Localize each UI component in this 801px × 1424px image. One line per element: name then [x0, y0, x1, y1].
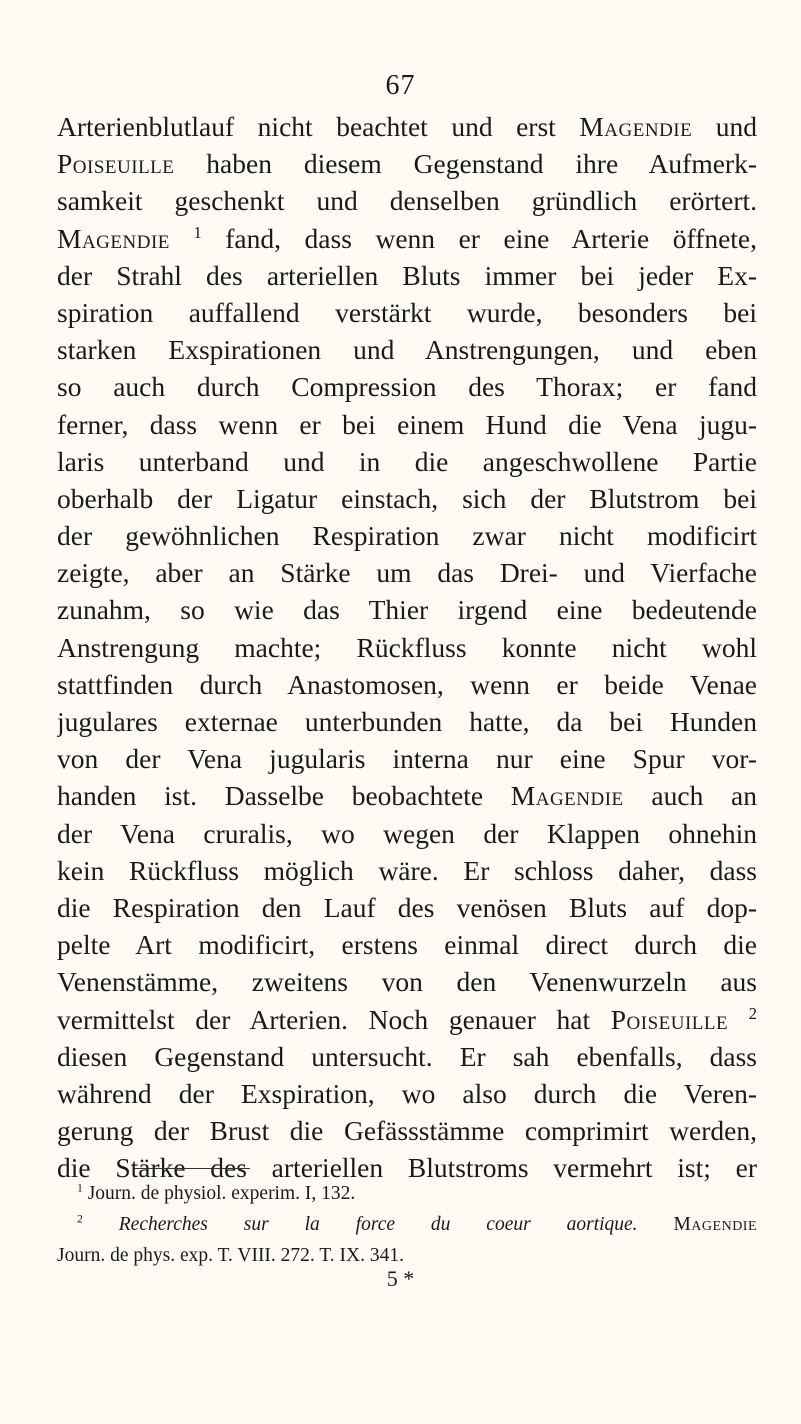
text-run: haben diesem Gegenstand ihre Aufmerk-: [174, 148, 757, 180]
footnote-marker: 1: [193, 222, 202, 242]
text-line: [57, 926, 757, 963]
text-run: [728, 1004, 749, 1035]
text-run: während der Exspiration, wo also durch die Veren-: [57, 1077, 757, 1109]
text-run: Journ. de phys. exp. T. VIII. 272. T. IX. 341.: [57, 1245, 404, 1266]
page-number: 67: [385, 70, 416, 101]
author-name: Magendie: [673, 1214, 757, 1235]
text-line: [57, 1001, 757, 1038]
italic-title: Recherches sur la force du coeur aortique.: [118, 1214, 638, 1235]
text-line: [57, 1075, 757, 1112]
text-line: [57, 257, 757, 294]
text-run: auch an: [623, 780, 757, 812]
text-line: [57, 963, 757, 1000]
text-run: kein Rückfluss möglich wäre. Er schloss daher, dass: [57, 854, 757, 886]
text-run: diesen Gegenstand untersucht. Er sah ebenfalls, dass: [57, 1040, 757, 1072]
text-run: stattfinden durch Anastomosen, wenn er beide Venae: [57, 668, 757, 700]
text-run: Journ. de physiol. experim. I, 132.: [82, 1183, 356, 1204]
text-run: Arterienblutlauf nicht beachtet und erst: [57, 111, 580, 142]
text-run: [638, 1214, 674, 1235]
text-run: so auch durch Compression des Thorax; er fand: [57, 371, 757, 403]
text-line: [57, 220, 757, 257]
body-text: [57, 108, 757, 1186]
text-line: [57, 666, 757, 703]
text-run: spiration auffallend verstärkt wurde, besonders bei: [57, 296, 757, 328]
text-run: handen ist. Dasselbe beobachtete: [57, 780, 511, 812]
author-name: Poiseuille: [57, 148, 175, 180]
footnote-marker: 2: [748, 1003, 757, 1023]
text-run: und: [692, 111, 757, 142]
text-line: [57, 517, 757, 554]
text-line: [57, 182, 757, 219]
text-run: starken Exspirationen und Anstrengungen, und eben: [57, 334, 757, 366]
text-run: Venenstämme, zweitens von den Venenwurzeln aus: [57, 966, 757, 998]
text-line: [57, 889, 757, 926]
text-run: die Stärke des arteriellen Blutstroms vermehrt ist; er: [57, 1152, 757, 1184]
text-line: [57, 554, 757, 591]
text-line: [57, 406, 757, 443]
author-name: Poiseuille: [610, 1003, 729, 1035]
text-run: ferner, dass wenn er bei einem Hund die Vena jugu-: [57, 408, 757, 440]
text-line: [57, 703, 757, 740]
text-line: [57, 368, 757, 405]
text-run: vermittelst der Arterien. Noch genauer hat: [57, 1003, 611, 1035]
text-run: fand, dass wenn er eine Arterie öffnete,: [201, 222, 757, 254]
author-name: Magendie: [510, 780, 624, 812]
author-name: Magendie: [57, 222, 170, 254]
text-line: [57, 629, 757, 666]
text-run: Anstrengung machte; Rückfluss konnte nicht wohl: [57, 631, 757, 663]
text-run: zeigte, aber an Stärke um das Drei- und Vierfache: [57, 557, 757, 589]
text-run: der Strahl des arteriellen Bluts immer bei jeder Ex-: [57, 259, 757, 291]
text-line: [57, 480, 757, 517]
signature-mark: 5 *: [386, 1266, 415, 1291]
footnote-marker: 1: [77, 1181, 83, 1195]
text-run: von der Vena jugularis interna nur eine Spur vor-: [57, 743, 757, 775]
text-run: jugulares externae unterbunden hatte, da bei Hunden: [57, 706, 757, 737]
text-line: [57, 331, 757, 368]
text-run: [83, 1214, 119, 1235]
text-run: oberhalb der Ligatur einstach, sich der Blutstrom bei: [57, 482, 757, 514]
text-line: [57, 815, 757, 852]
footnotes: [57, 1178, 757, 1271]
text-line: [57, 294, 757, 331]
text-run: samkeit geschenkt und denselben gründlich erörtert.: [57, 185, 757, 217]
text-line: [57, 1112, 757, 1149]
footnote-marker: 2: [77, 1212, 83, 1226]
text-line: [57, 1038, 757, 1075]
text-run: pelte Art modificirt, erstens einmal direct durch die: [57, 929, 757, 961]
text-run: die Respiration den Lauf des venösen Bluts auf dop-: [57, 891, 757, 923]
author-name: Magendie: [579, 111, 693, 142]
text-line: [57, 777, 757, 814]
text-run: der Vena cruralis, wo wegen der Klappen ohnehin: [57, 817, 757, 849]
text-line: [57, 443, 757, 480]
text-run: [170, 223, 194, 254]
footnote-line: [57, 1209, 757, 1240]
footnote-line: [57, 1178, 757, 1209]
text-run: laris unterband und in die angeschwollene Partie: [57, 445, 757, 477]
text-run: der gewöhnlichen Respiration zwar nicht modificirt: [57, 520, 757, 552]
text-line: [57, 740, 757, 777]
text-line: [57, 145, 757, 182]
text-line: [57, 591, 757, 628]
text-run: zunahm, so wie das Thier irgend eine bedeutende: [57, 594, 757, 626]
footnote-rule: [134, 1168, 250, 1169]
text-line: [57, 852, 757, 889]
text-line: [57, 108, 757, 145]
text-run: gerung der Brust die Gefässstämme comprimirt werden,: [57, 1115, 757, 1147]
